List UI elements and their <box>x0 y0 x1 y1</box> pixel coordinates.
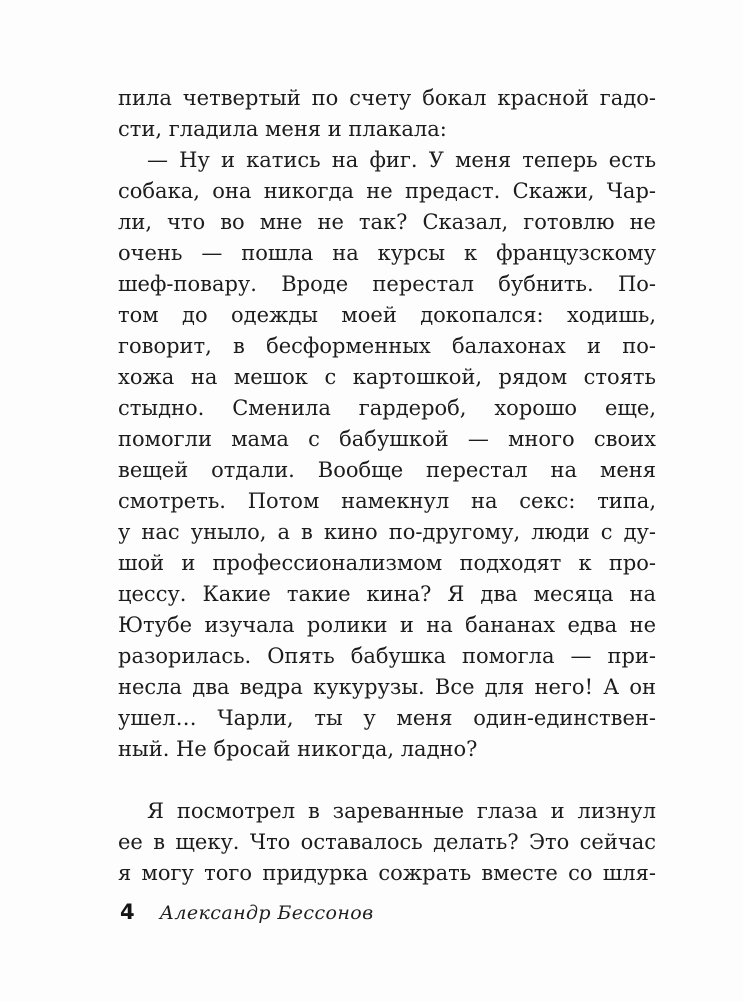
text-line: помогли мама с бабушкой — много своих <box>118 427 656 451</box>
text-line: ушел… Чарли, ты у меня один-единствен- <box>118 706 656 730</box>
text-line: стыдно. Сменила гардероб, хорошо еще, <box>118 396 656 420</box>
text-line: шой и профессионализмом подходят к про- <box>118 551 656 575</box>
text-line: смотреть. Потом намекнул на секс: типа, <box>118 489 656 513</box>
text-line: вещей отдали. Вообще перестал на меня <box>118 458 656 482</box>
text-line: шеф-повару. Вроде перестал бубнить. По- <box>118 272 656 296</box>
text-line: говорит, в бесформенных балахонах и по- <box>118 334 656 358</box>
text-line: собака, она никогда не предаст. Скажи, Чар- <box>118 179 656 203</box>
page-text <box>118 83 656 889</box>
text-line: несла два ведра кукурузы. Все для него! А он <box>118 675 656 699</box>
text-line: пила четвертый по счету бокал красной гадо- <box>118 86 656 110</box>
text-line: Ютубе изучала ролики и на бананах едва не <box>118 613 656 637</box>
text-line: очень — пошла на курсы к французскому <box>118 241 656 265</box>
author-name: Александр Бессонов <box>159 902 374 924</box>
page-footer <box>120 900 374 924</box>
text-line: ее в щеку. Что оставалось делать? Это сейчас <box>118 830 656 854</box>
text-line: разорилась. Опять бабушка помогла — при- <box>118 644 656 668</box>
text-line: ли, что во мне не так? Сказал, готовлю не <box>118 210 656 234</box>
text-line: цессу. Какие такие кина? Я два месяца на <box>118 582 656 606</box>
text-line: сти, гладила меня и плакала: <box>118 117 447 141</box>
text-line: хожа на мешок с картошкой, рядом стоять <box>118 365 656 389</box>
text-line: у нас уныло, а в кино по-другому, люди с ду- <box>118 520 656 544</box>
text-line: — Ну и катись на фиг. У меня теперь есть <box>147 148 656 172</box>
text-line: я могу того придурка сожрать вместе со шля- <box>118 861 656 885</box>
text-line: ный. Не бросай никогда, ладно? <box>118 737 478 761</box>
page-number: 4 <box>120 900 135 924</box>
text-line: Я посмотрел в зареванные глаза и лизнул <box>147 799 656 823</box>
text-line: том до одежды моей докопался: ходишь, <box>118 303 656 327</box>
